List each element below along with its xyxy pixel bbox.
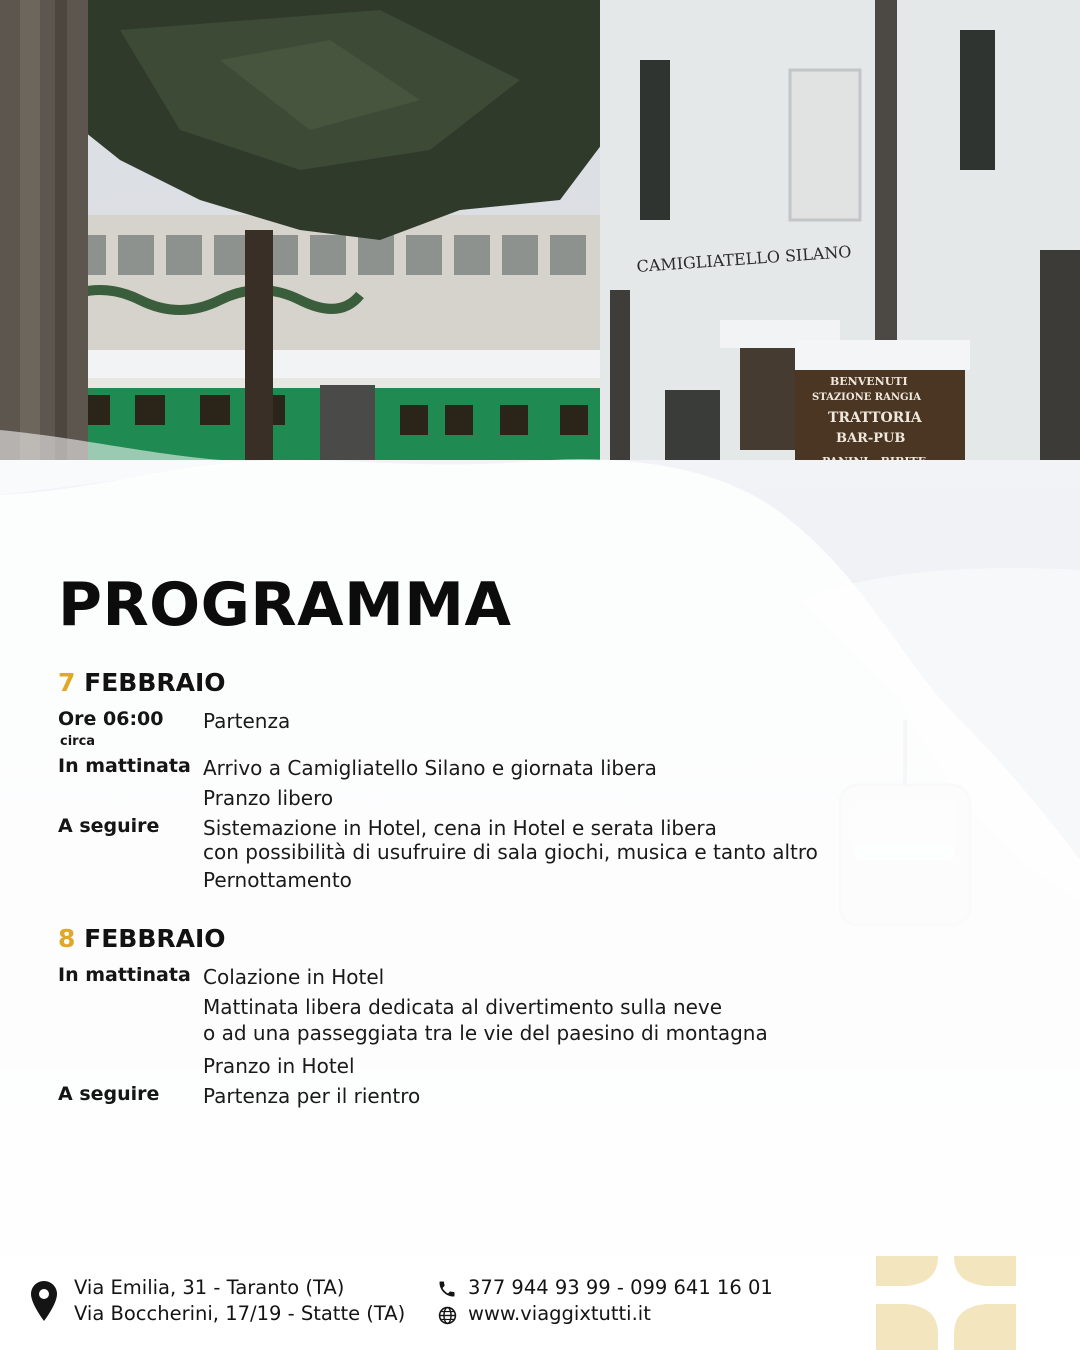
schedule-row: [58, 755, 918, 785]
phone-numbers[interactable]: 377 944 93 99 - 099 641 16 01: [468, 1276, 773, 1299]
day-heading: [58, 668, 226, 697]
brand-logo-icon: [876, 1256, 1016, 1350]
row-label: Ore 06:00: [58, 708, 164, 730]
schedule-row: [58, 1053, 918, 1083]
row-text: Mattinata libera dedicata al divertimento sulla neve: [203, 995, 723, 1019]
row-label: A seguire: [58, 815, 160, 837]
row-text: Partenza per il rientro: [203, 1084, 421, 1108]
day-number: 8: [58, 924, 76, 953]
row-text: Pernottamento: [203, 868, 352, 892]
schedule-row: [58, 867, 918, 897]
sign-line: BENVENUTI: [830, 375, 908, 388]
address-line-2: Via Boccherini, 17/19 - Statte (TA): [74, 1302, 406, 1325]
day-number: 7: [58, 668, 76, 697]
sign-line: BAR-PUB: [836, 431, 906, 446]
globe-icon: [438, 1306, 457, 1325]
schedule-row: [58, 994, 918, 1050]
day-month: FEBBRAIO: [84, 668, 226, 697]
row-text: Colazione in Hotel: [203, 965, 385, 989]
schedule-row: [58, 815, 918, 871]
row-text: Pranzo in Hotel: [203, 1054, 355, 1078]
row-sublabel: circa: [60, 734, 96, 749]
map-pin-icon: [30, 1280, 58, 1322]
station-name-sign: CAMIGLIATELLO SILANO: [635, 242, 853, 276]
sign-line: TRATTORIA: [828, 410, 922, 426]
schedule-row: [58, 964, 918, 994]
row-label: In mattinata: [58, 755, 191, 777]
schedule-row: [58, 708, 918, 749]
schedule-row: [58, 1083, 918, 1113]
row-text: Pranzo libero: [203, 786, 334, 810]
row-label: In mattinata: [58, 964, 191, 986]
schedule-row: [58, 785, 918, 815]
row-text: Arrivo a Camigliatello Silano e giornata libera: [203, 756, 657, 780]
address-line-1: Via Emilia, 31 - Taranto (TA): [74, 1276, 345, 1299]
row-text: Sistemazione in Hotel, cena in Hotel e serata libera: [203, 816, 717, 840]
row-text-continued: con possibilità di usufruire di sala giochi, musica e tanto altro: [203, 840, 818, 864]
phone-icon: [437, 1279, 457, 1299]
website-link[interactable]: www.viaggixtutti.it: [468, 1302, 651, 1325]
day-heading: [58, 924, 226, 953]
row-text: Partenza: [203, 709, 291, 733]
day-month: FEBBRAIO: [84, 924, 226, 953]
page-title: PROGRAMMA: [58, 570, 512, 640]
row-text-continued: o ad una passeggiata tra le vie del paesino di montagna: [203, 1021, 768, 1045]
row-label: A seguire: [58, 1083, 160, 1105]
sign-line: STAZIONE RANGIA: [812, 392, 921, 403]
